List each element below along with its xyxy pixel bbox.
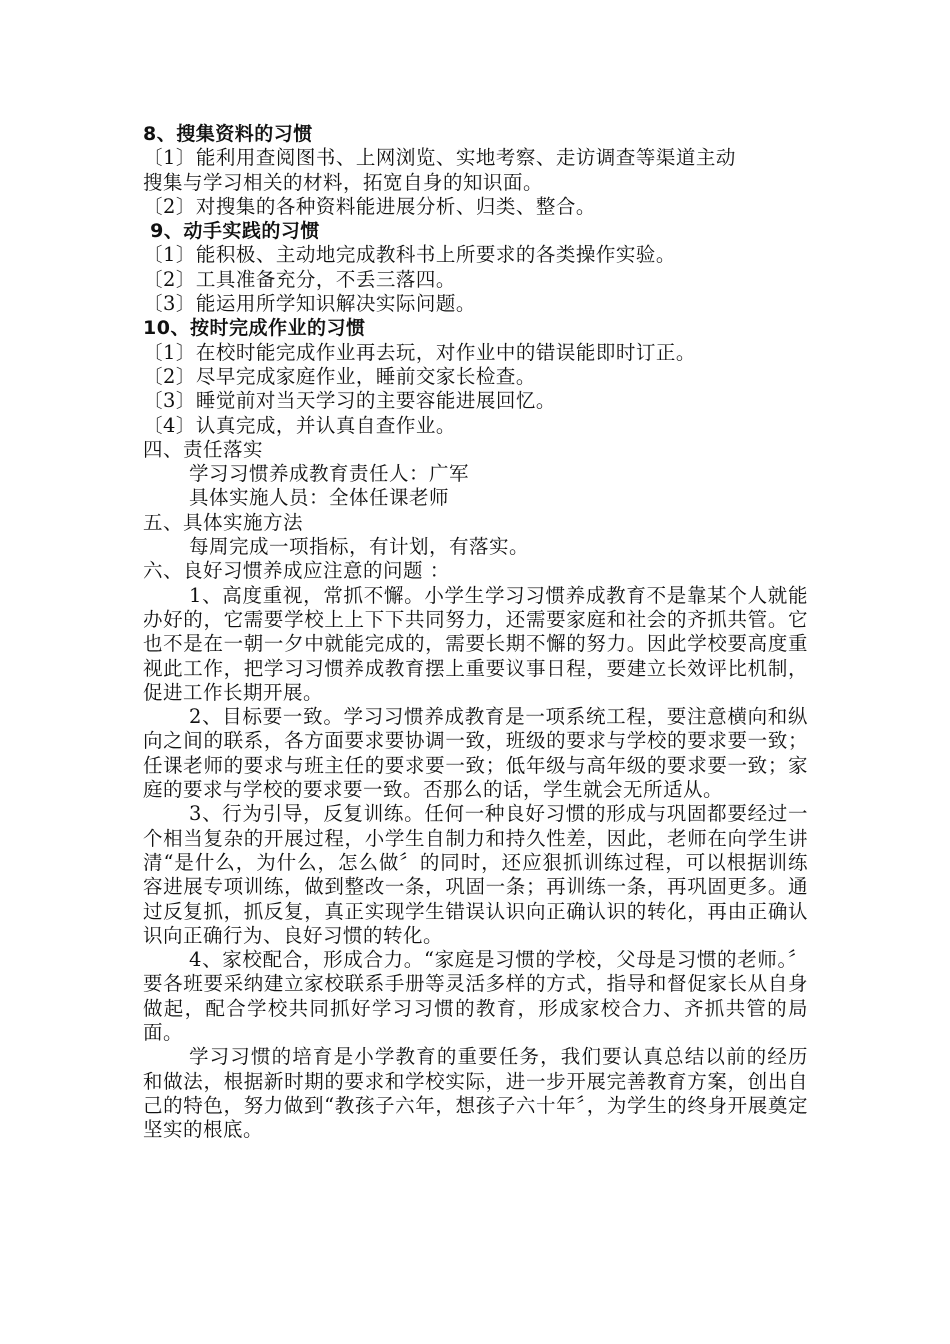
document-page	[143, 122, 808, 1142]
section-9-title: 9、动手实践的习惯	[143, 220, 320, 243]
part-6-title: 六、良好习惯养成应注意的问题 ：	[143, 559, 450, 583]
part-6-paragraph-1: 1、高度重视，常抓不懈。小学生学习习惯养成教育不是靠某个人就能办好的，它需要学校上上下下共同努力，还需要家庭和社会的齐抓共管。它也不是在一朝一夕中就能完成的，需要长期不懈的努力。因此学校要高度重视此工作，把学习习惯养成教育摆上重要议事日程，要建立长效评比机制，促进工作长期开展。	[143, 583, 808, 704]
part-5-line-1: 每周完成一项指标，有计划，有落实。	[189, 535, 530, 559]
section-9-item-2: 〔2〕工具准备充分，不丢三落四。	[143, 267, 456, 291]
section-10-item-2: 〔2〕尽早完成家庭作业，睡前交家长检查。	[143, 364, 536, 388]
section-8-item-2: 〔2〕对搜集的各种资料能进展分析、归类、整合。	[143, 194, 596, 218]
section-10-item-4: 〔4〕认真完成，并认真自查作业。	[143, 413, 456, 437]
section-8-item-1: 〔1〕能利用查阅图书、上网浏览、实地考察、走访调查等渠道主动	[143, 146, 736, 170]
section-9-item-1: 〔1〕能积极、主动地完成教科书上所要求的各类操作实验。	[143, 243, 676, 267]
part-4-title: 四、责任落实	[143, 437, 264, 461]
part-4-line-1: 学习习惯养成教育责任人：广军	[189, 462, 470, 486]
section-10-item-1: 〔1〕在校时能完成作业再去玩，对作业中的错误能即时订正。	[143, 340, 696, 364]
section-8-item-1-continued: 搜集与学习相关的材料，拓宽自身的知识面。	[143, 170, 544, 194]
section-10-item-3: 〔3〕睡觉前对当天学习的主要容能进展回忆。	[143, 389, 556, 413]
section-8-title: 8、搜集资料的习惯	[143, 123, 313, 145]
section-10-title: 10、按时完成作业的习惯	[143, 317, 366, 340]
part-6-paragraph-4: 4、家校配合，形成合力。“家庭是习惯的学校，父母是习惯的老师。〞要各班要采纳建立家校联系手册等灵活多样的方式，指导和督促家长从自身做起，配合学校共同抓好学习习惯的教育，形成家校合力、齐抓共管的局面。	[143, 948, 808, 1044]
part-4-line-2: 具体实施人员：全体任课老师	[189, 486, 450, 510]
part-6-paragraph-3: 3、行为引导，反复训练。任何一种良好习惯的形成与巩固都要经过一个相当复杂的开展过程，小学生自制力和持久性差，因此，老师在向学生讲清“是什么，为什么，怎么做〞的同时，还应狠抓训练过程，可以根据训练容进展专项训练，做到整改一条，巩固一条；再训练一条，再巩固更多。通过反复抓，抓反复，真正实现学生错误认识向正确认识的转化，再由正确认识向正确行为、良好习惯的转化。	[143, 802, 808, 947]
part-6-paragraph-5: 学习习惯的培育是小学教育的重要任务，我们要认真总结以前的经历和做法，根据新时期的要求和学校实际，进一步开展完善教育方案，创出自己的特色，努力做到“教孩子六年，想孩子六十年〞，为学生的终身开展奠定坚实的根底。	[143, 1045, 808, 1142]
section-9-item-3: 〔3〕能运用所学知识解决实际问题。	[143, 292, 476, 316]
part-6-paragraph-2: 2、目标要一致。学习习惯养成教育是一项系统工程，要注意横向和纵向之间的联系，各方面要求要协调一致，班级的要求与学校的要求要一致；任课老师的要求与班主任的要求要一致；低年级与高年级的要求要一致；家庭的要求与学校的要求要一致。否那么的话，学生就会无所适从。	[143, 705, 808, 802]
part-5-title: 五、具体实施方法	[143, 510, 304, 534]
